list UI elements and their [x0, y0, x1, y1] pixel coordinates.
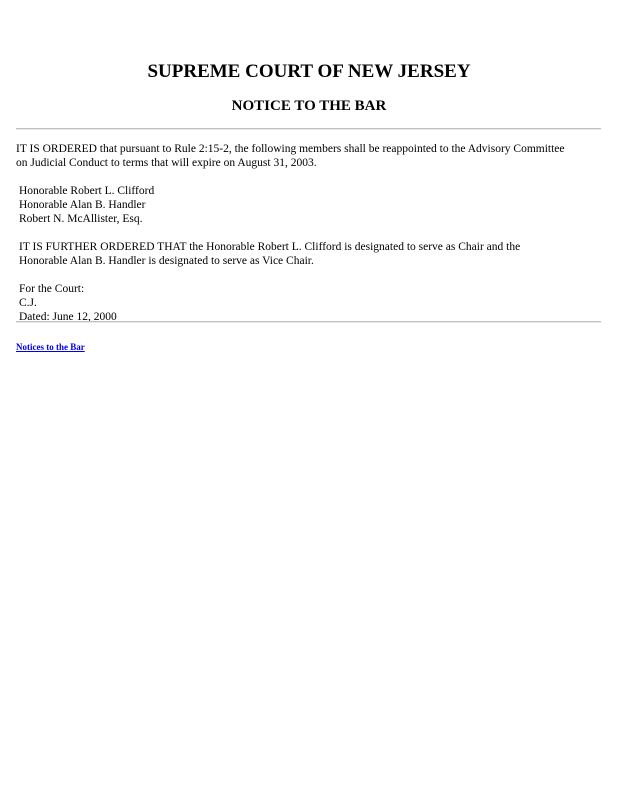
notices-to-the-bar-link[interactable]: Notices to the Bar — [16, 342, 85, 352]
member-item: Honorable Robert L. Clifford — [19, 185, 155, 197]
order-paragraph — [16, 142, 599, 170]
bottom-divider — [16, 321, 601, 323]
member-item: Robert N. McAllister, Esq. — [19, 213, 143, 225]
member-item: Honorable Alan B. Handler — [19, 199, 146, 211]
notice-body — [16, 142, 599, 338]
signature-block — [19, 282, 599, 324]
further-order-line-1: IT IS FURTHER ORDERED THAT the Honorable Robert L. Clifford is designated to serve as Chair and the — [19, 241, 521, 253]
further-order-paragraph — [19, 240, 599, 268]
signer: C.J. — [19, 297, 37, 309]
page-title: SUPREME COURT OF NEW JERSEY — [147, 61, 471, 82]
date-line: Dated: June 12, 2000 — [19, 311, 117, 323]
page-subtitle: NOTICE TO THE BAR — [231, 98, 387, 114]
for-the-court: For the Court: — [19, 283, 85, 295]
further-order-line-2: Honorable Alan B. Handler is designated to serve as Vice Chair. — [19, 255, 314, 267]
order-line-2: on Judicial Conduct to terms that will expire on August 31, 2003. — [16, 157, 317, 169]
members-list — [19, 184, 599, 226]
top-divider — [16, 128, 601, 130]
order-line-1: IT IS ORDERED that pursuant to Rule 2:15-2, the following members shall be reappointed to the Advisory Committee — [16, 143, 565, 155]
